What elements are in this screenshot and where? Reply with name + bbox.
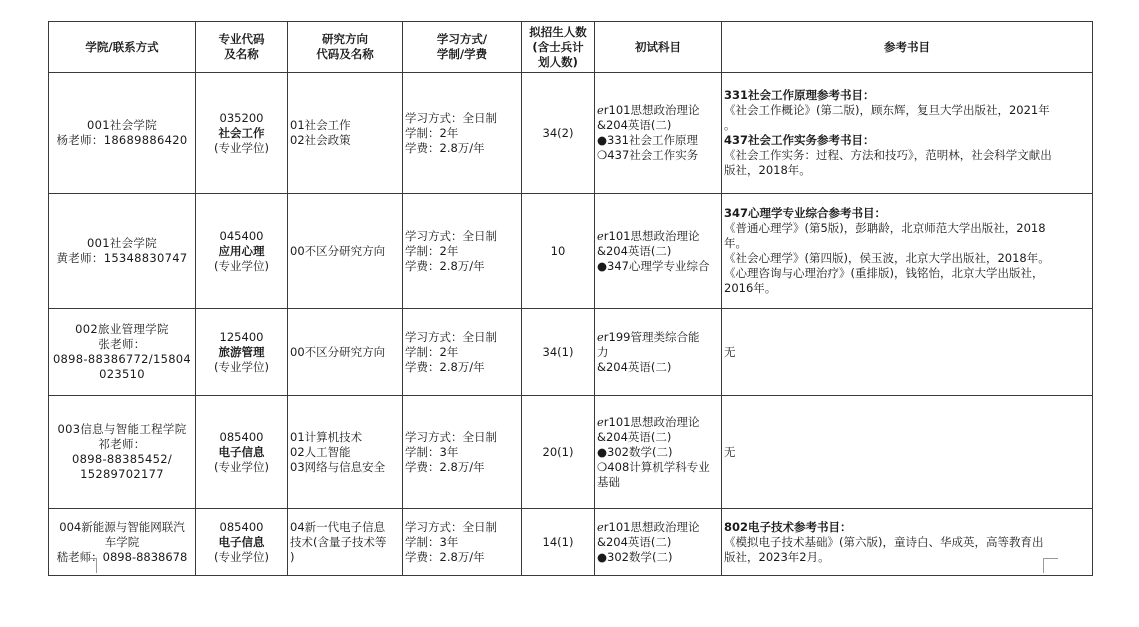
direction-cell: 01社会工作 02社会政策 [288, 73, 403, 194]
table-row [49, 309, 1093, 396]
refs-cell: 无 [722, 309, 1093, 396]
header-refs: 参考书目 [722, 22, 1093, 73]
count-cell: 10 [522, 194, 595, 309]
study-cell: 学习方式：全日制 学制：2年 学费：2.8万/年 [403, 194, 522, 309]
header-study: 学习方式/ 学制/学费 [403, 22, 522, 73]
table-row [49, 194, 1093, 309]
major-cell: 045400 应用心理 (专业学位) [196, 194, 288, 309]
count-cell: 14(1) [522, 509, 595, 576]
study-cell: 学习方式：全日制 学制：3年 学费：2.8万/年 [403, 509, 522, 576]
direction-cell: 01计算机技术 02人工智能 03网络与信息安全 [288, 396, 403, 509]
college-cell: 001社会学院 黄老师：15348830747 [49, 194, 196, 309]
study-cell: 学习方式：全日制 学制：2年 学费：2.8万/年 [403, 73, 522, 194]
direction-cell: 00不区分研究方向 [288, 194, 403, 309]
college-cell: 002旅业管理学院 张老师： 0898-88386772/15804 023510 [49, 309, 196, 396]
study-cell: 学习方式：全日制 学制：2年 学费：2.8万/年 [403, 309, 522, 396]
header-major: 专业代码 及名称 [196, 22, 288, 73]
study-cell: 学习方式：全日制 学制：3年 学费：2.8万/年 [403, 396, 522, 509]
header-count: 拟招生人数 (含士兵计 划人数) [522, 22, 595, 73]
exams-cell: ℯr101思想政治理论 &204英语(二) ●302数学(二) [595, 509, 722, 576]
header-college: 学院/联系方式 [49, 22, 196, 73]
count-cell: 34(2) [522, 73, 595, 194]
table-row [49, 73, 1093, 194]
table-row [49, 509, 1093, 576]
direction-cell: 00不区分研究方向 [288, 309, 403, 396]
refs-cell: 无 [722, 396, 1093, 509]
count-cell: 34(1) [522, 309, 595, 396]
exams-cell: ℯr101思想政治理论 &204英语(二) ●302数学(二) ❍408计算机学科专业 基础 [595, 396, 722, 509]
count-cell: 20(1) [522, 396, 595, 509]
exams-cell: ℯr199管理类综合能 力 &204英语(二) [595, 309, 722, 396]
refs-cell: 331社会工作原理参考书目： 《社会工作概论》(第二版)，顾东辉，复旦大学出版社，2021年 。 437社会工作实务参考书目： 《社会工作实务：过程、方法和技巧》，范明林，社会科学文献出 版社，2018年。 [722, 73, 1093, 194]
header-exams: 初试科目 [595, 22, 722, 73]
header-row [49, 22, 1093, 73]
college-cell: 001社会学院 杨老师：18689886420 [49, 73, 196, 194]
college-cell: 003信息与智能工程学院 祁老师： 0898-88385452/ 15289702177 [49, 396, 196, 509]
crop-mark-left [82, 558, 97, 573]
refs-cell: 347心理学专业综合参考书目： 《普通心理学》(第5版)，彭聃龄，北京师范大学出版社，2018 年。 《社会心理学》(第四版)，侯玉波，北京大学出版社，2018年。 《心理咨询与心理治疗》(重排版)，钱铭怡，北京大学出版社， 2016年。 [722, 194, 1093, 309]
direction-cell: 04新一代电子信息 技术(含量子技术等 ) [288, 509, 403, 576]
admission-table [48, 21, 1093, 576]
major-cell: 125400 旅游管理 (专业学位) [196, 309, 288, 396]
refs-cell: 802电子技术参考书目： 《模拟电子技术基础》(第六版)，童诗白、华成英，高等教育出 版社，2023年2月。 [722, 509, 1093, 576]
major-cell: 035200 社会工作 (专业学位) [196, 73, 288, 194]
header-direction: 研究方向 代码及名称 [288, 22, 403, 73]
table-row [49, 396, 1093, 509]
college-cell: 004新能源与智能网联汽 车学院 嵇老师：0898-8838678 [49, 509, 196, 576]
major-cell: 085400 电子信息 (专业学位) [196, 396, 288, 509]
major-cell: 085400 电子信息 (专业学位) [196, 509, 288, 576]
exams-cell: ℯr101思想政治理论 &204英语(二) ●347心理学专业综合 [595, 194, 722, 309]
exams-cell: ℯr101思想政治理论 &204英语(二) ●331社会工作原理 ❍437社会工作实务 [595, 73, 722, 194]
crop-mark-right [1043, 558, 1058, 573]
